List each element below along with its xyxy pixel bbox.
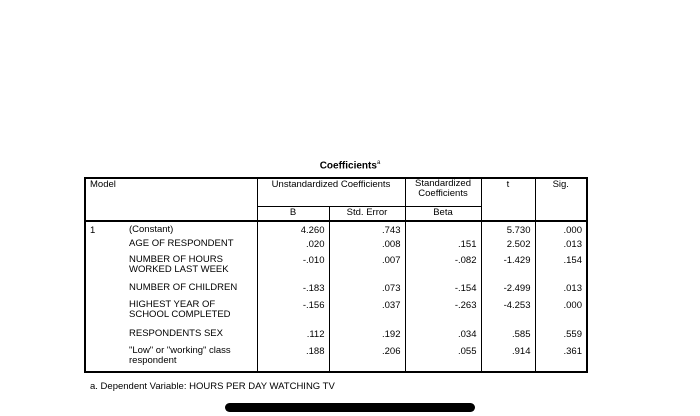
header-model: Model (85, 178, 257, 221)
beta-value: -.082 (405, 255, 481, 283)
b-value: 4.260 (257, 221, 329, 239)
t-value: 5.730 (481, 221, 535, 239)
model-number: 1 (90, 225, 96, 236)
beta-value (405, 221, 481, 239)
t-value: 2.502 (481, 239, 535, 255)
beta-value: -.154 (405, 283, 481, 300)
home-indicator[interactable] (225, 403, 475, 412)
b-value: .020 (257, 239, 329, 255)
beta-value: -.263 (405, 300, 481, 329)
beta-value: .055 (405, 346, 481, 372)
table-row (85, 283, 587, 300)
std-error-value: .206 (329, 346, 405, 372)
footnote: a. Dependent Variable: HOURS PER DAY WATCHING TV (90, 381, 335, 392)
t-value: .914 (481, 346, 535, 372)
variable-name: (Constant) (125, 221, 257, 239)
sig-value: .000 (535, 221, 587, 239)
t-value: .585 (481, 329, 535, 346)
std-error-value: .743 (329, 221, 405, 239)
sig-value: .559 (535, 329, 587, 346)
std-error-value: .073 (329, 283, 405, 300)
variable-name: HIGHEST YEAR OF SCHOOL COMPLETED (125, 300, 257, 329)
sig-value: .013 (535, 239, 587, 255)
std-error-value: .008 (329, 239, 405, 255)
sig-value: .013 (535, 283, 587, 300)
table-row (85, 329, 587, 346)
table-row (85, 255, 587, 283)
sig-value: .361 (535, 346, 587, 372)
table-row (85, 300, 587, 329)
std-error-value: .037 (329, 300, 405, 329)
variable-name: AGE OF RESPONDENT (125, 239, 257, 255)
b-value: .112 (257, 329, 329, 346)
t-value: -1.429 (481, 255, 535, 283)
header-sig: Sig. (535, 178, 587, 221)
variable-name: "Low" or "working" class respondent (125, 346, 257, 372)
variable-name: NUMBER OF CHILDREN (125, 283, 257, 300)
table-row (85, 239, 587, 255)
table-title (0, 160, 700, 171)
header-std-error: Std. Error (329, 206, 405, 221)
table-row (85, 221, 587, 239)
t-value: -2.499 (481, 283, 535, 300)
std-error-value: .007 (329, 255, 405, 283)
coefficients-table (84, 177, 588, 373)
b-value: -.183 (257, 283, 329, 300)
std-error-value: .192 (329, 329, 405, 346)
sig-value: .154 (535, 255, 587, 283)
header-t: t (481, 178, 535, 221)
header-standardized: Standardized Coefficients (405, 178, 481, 206)
table-title-text: Coefficients (319, 160, 377, 172)
header-beta: Beta (405, 206, 481, 221)
table-row (85, 346, 587, 372)
header-b: B (257, 206, 329, 221)
footnote-marker: a (376, 160, 381, 166)
b-value: -.156 (257, 300, 329, 329)
variable-name: RESPONDENTS SEX (125, 329, 257, 346)
b-value: .188 (257, 346, 329, 372)
sig-value: .000 (535, 300, 587, 329)
beta-value: .151 (405, 239, 481, 255)
b-value: -.010 (257, 255, 329, 283)
t-value: -4.253 (481, 300, 535, 329)
header-unstandardized: Unstandardized Coefficients (257, 178, 405, 206)
beta-value: .034 (405, 329, 481, 346)
variable-name: NUMBER OF HOURS WORKED LAST WEEK (125, 255, 257, 283)
